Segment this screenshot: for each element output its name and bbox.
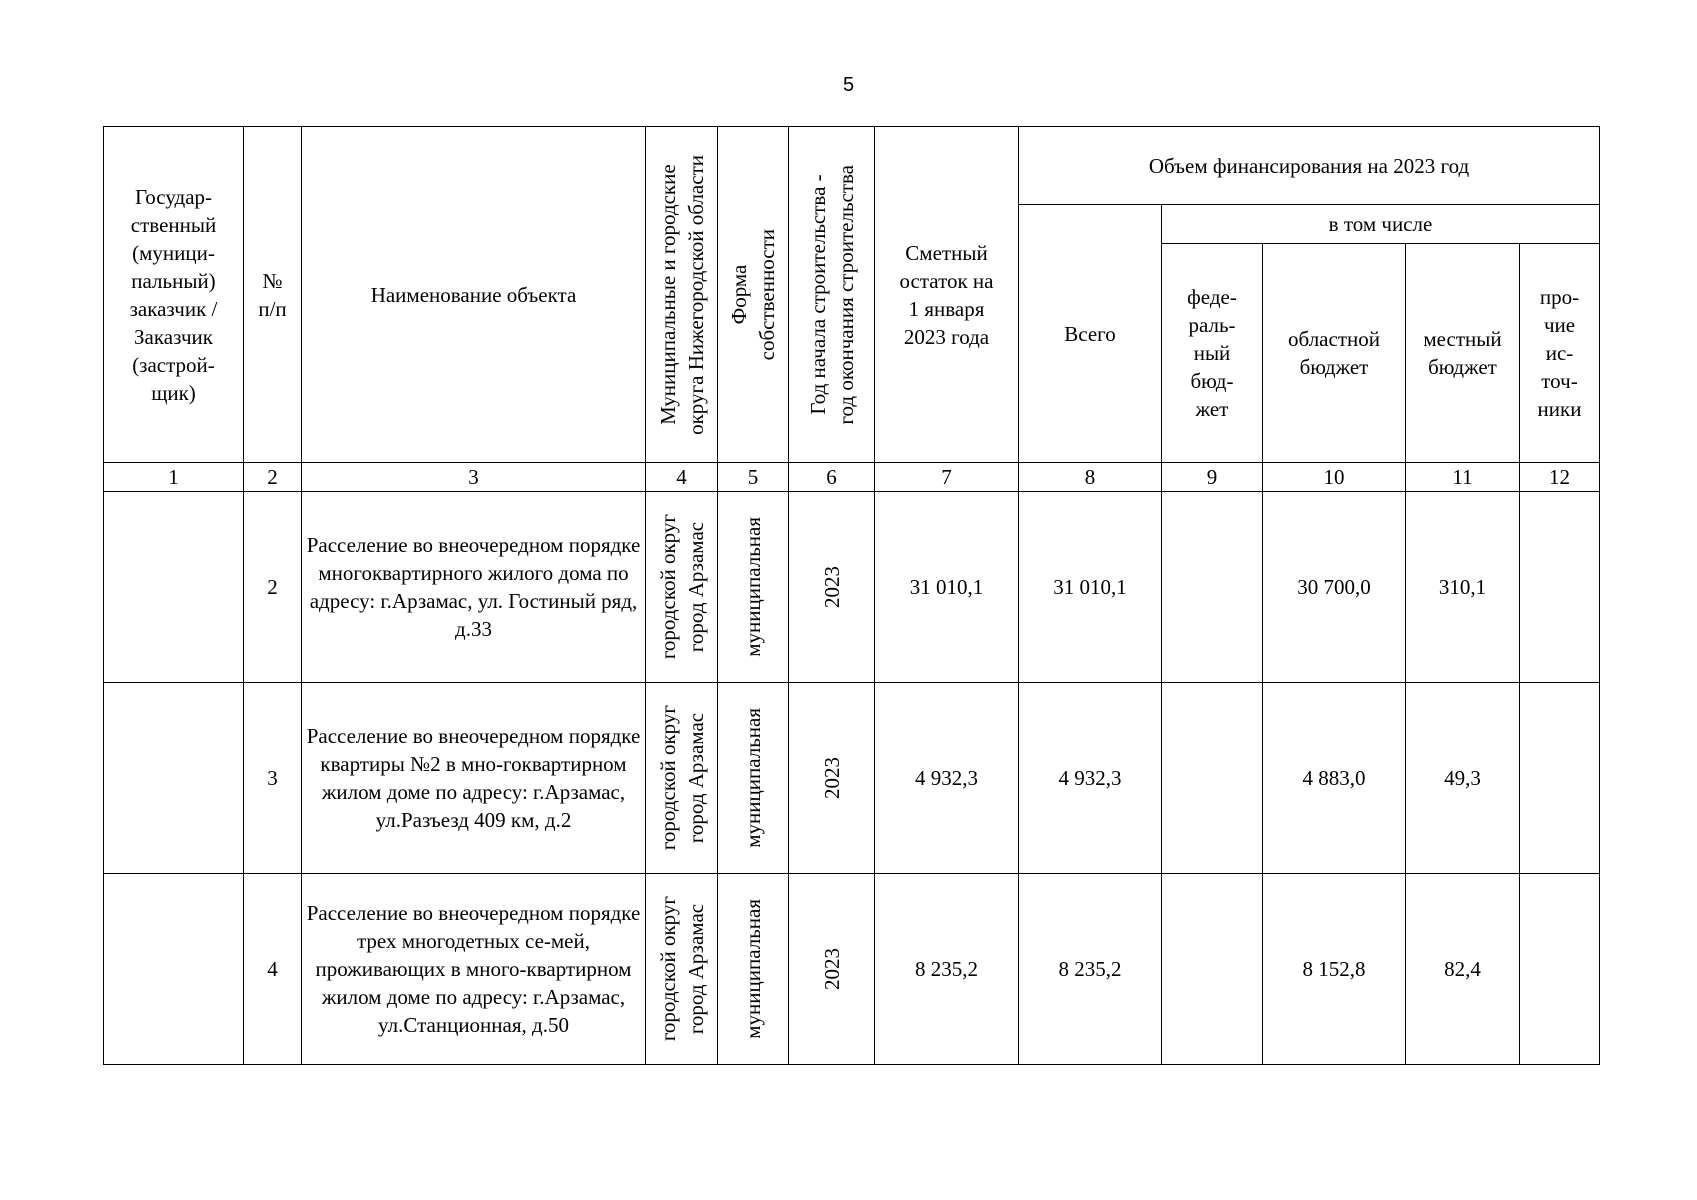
column-number: 6 bbox=[789, 463, 875, 492]
cell-municipality: городской округ город Арзамас bbox=[646, 492, 718, 683]
cell-ownership: муниципальная bbox=[718, 874, 789, 1065]
table-row bbox=[104, 874, 1600, 1065]
header-local: местный бюджет bbox=[1406, 244, 1520, 463]
cell-year: 2023 bbox=[789, 683, 875, 874]
cell-ownership: муниципальная bbox=[718, 683, 789, 874]
cell-federal bbox=[1162, 683, 1263, 874]
column-number: 12 bbox=[1520, 463, 1600, 492]
cell-customer bbox=[104, 874, 244, 1065]
header-ownership: Форма собственности bbox=[718, 127, 789, 463]
column-number: 7 bbox=[875, 463, 1019, 492]
cell-regional: 8 152,8 bbox=[1263, 874, 1406, 1065]
header-regional: областной бюджет bbox=[1263, 244, 1406, 463]
cell-customer bbox=[104, 492, 244, 683]
cell-regional: 4 883,0 bbox=[1263, 683, 1406, 874]
cell-other bbox=[1520, 874, 1600, 1065]
cell-local: 310,1 bbox=[1406, 492, 1520, 683]
header-row-1 bbox=[104, 127, 1600, 205]
column-number: 3 bbox=[302, 463, 646, 492]
cell-other bbox=[1520, 492, 1600, 683]
cell-federal bbox=[1162, 492, 1263, 683]
table-row bbox=[104, 492, 1600, 683]
column-number: 2 bbox=[244, 463, 302, 492]
cell-estimated-balance: 8 235,2 bbox=[875, 874, 1019, 1065]
cell-total: 4 932,3 bbox=[1019, 683, 1162, 874]
header-other: про- чие ис- точ- ники bbox=[1520, 244, 1600, 463]
column-number: 11 bbox=[1406, 463, 1520, 492]
cell-federal bbox=[1162, 874, 1263, 1065]
cell-local: 49,3 bbox=[1406, 683, 1520, 874]
table-row bbox=[104, 683, 1600, 874]
header-customer: Государ- ственный (муници- пальный) заказчик / Заказчик (застрой- щик) bbox=[104, 127, 244, 463]
cell-total: 8 235,2 bbox=[1019, 874, 1162, 1065]
cell-estimated-balance: 31 010,1 bbox=[875, 492, 1019, 683]
column-number: 4 bbox=[646, 463, 718, 492]
cell-municipality: городской округ город Арзамас bbox=[646, 874, 718, 1065]
cell-total: 31 010,1 bbox=[1019, 492, 1162, 683]
cell-object-name: Расселение во внеочередном порядке многоквартирного жилого дома по адресу: г.Арзамас, ул. Гостиный ряд, д.33 bbox=[302, 492, 646, 683]
column-number: 5 bbox=[718, 463, 789, 492]
cell-local: 82,4 bbox=[1406, 874, 1520, 1065]
column-number: 8 bbox=[1019, 463, 1162, 492]
page-number: 5 bbox=[842, 74, 855, 96]
cell-regional: 30 700,0 bbox=[1263, 492, 1406, 683]
cell-num: 2 bbox=[244, 492, 302, 683]
cell-num: 4 bbox=[244, 874, 302, 1065]
cell-year: 2023 bbox=[789, 492, 875, 683]
column-numbers-row bbox=[104, 463, 1600, 492]
cell-object-name: Расселение во внеочередном порядке квартиры №2 в мно-гоквартирном жилом доме по адресу: г.Арзамас, ул.Разъезд 409 км, д.2 bbox=[302, 683, 646, 874]
cell-estimated-balance: 4 932,3 bbox=[875, 683, 1019, 874]
column-number: 10 bbox=[1263, 463, 1406, 492]
header-including: в том числе bbox=[1162, 205, 1600, 244]
header-financing-title: Объем финансирования на 2023 год bbox=[1019, 127, 1600, 205]
cell-ownership: муниципальная bbox=[718, 492, 789, 683]
cell-object-name: Расселение во внеочередном порядке трех многодетных се-мей, проживающих в много-квартирном жилом доме по адресу: г.Арзамас, ул.Станционная, д.50 bbox=[302, 874, 646, 1065]
header-object-name: Наименование объекта bbox=[302, 127, 646, 463]
header-years: Год начала строительства - год окончания строительства bbox=[789, 127, 875, 463]
column-number: 1 bbox=[104, 463, 244, 492]
header-total: Всего bbox=[1019, 205, 1162, 463]
header-federal: феде- раль- ный бюд- жет bbox=[1162, 244, 1263, 463]
financing-table bbox=[103, 126, 1600, 1065]
cell-municipality: городской округ город Арзамас bbox=[646, 683, 718, 874]
cell-year: 2023 bbox=[789, 874, 875, 1065]
cell-other bbox=[1520, 683, 1600, 874]
cell-num: 3 bbox=[244, 683, 302, 874]
header-municipality: Муниципальные и городские округа Нижегородской области bbox=[646, 127, 718, 463]
header-estimated-balance: Сметный остаток на 1 января 2023 года bbox=[875, 127, 1019, 463]
header-num: № п/п bbox=[244, 127, 302, 463]
column-number: 9 bbox=[1162, 463, 1263, 492]
cell-customer bbox=[104, 683, 244, 874]
